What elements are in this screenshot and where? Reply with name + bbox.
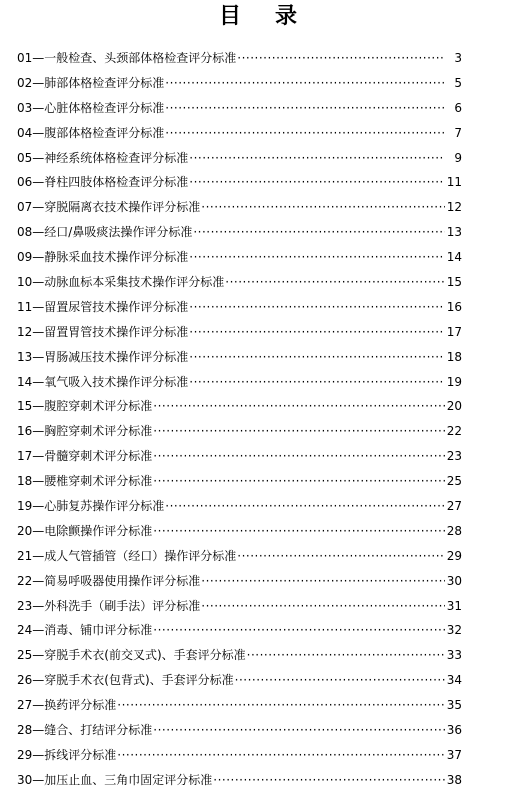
toc-entry[interactable] — [17, 594, 462, 619]
toc-entry-title: 13—胃肠减压技术操作评分标准 — [17, 349, 189, 364]
toc-entry-page-number: 25 — [446, 474, 462, 489]
toc-entry[interactable] — [17, 519, 462, 544]
toc-entry-title: 27—换药评分标准 — [17, 698, 117, 713]
toc-entry-title: 19—心肺复苏操作评分标准 — [17, 499, 165, 514]
toc-entry-page-number: 11 — [446, 175, 462, 190]
toc-entry-page-number: 34 — [446, 673, 462, 688]
toc-entry-page-number: 35 — [446, 698, 462, 713]
toc-entry-title: 02—肺部体格检查评分标准 — [17, 75, 165, 90]
toc-entry-title: 03—心脏体格检查评分标准 — [17, 100, 165, 115]
toc-dot-leader — [189, 146, 445, 171]
toc-entry[interactable] — [17, 195, 462, 220]
toc-dot-leader — [237, 46, 445, 71]
toc-entry[interactable] — [17, 768, 462, 793]
toc-entry-title: 05—神经系统体格检查评分标准 — [17, 150, 189, 165]
toc-dot-leader — [189, 345, 445, 370]
toc-dot-leader — [165, 121, 445, 146]
toc-entry[interactable] — [17, 494, 462, 519]
toc-entry-page-number: 5 — [454, 75, 462, 90]
toc-entry-page-number: 15 — [446, 275, 462, 290]
toc-dot-leader — [201, 569, 445, 594]
toc-entry-title: 10—动脉血标本采集技术操作评分标准 — [17, 275, 225, 290]
toc-entry[interactable] — [17, 320, 462, 345]
toc-entry[interactable] — [17, 544, 462, 569]
toc-dot-leader — [201, 195, 445, 220]
toc-entry[interactable] — [17, 444, 462, 469]
toc-entry[interactable] — [17, 96, 462, 121]
toc-dot-leader — [165, 96, 445, 121]
toc-entry[interactable] — [17, 370, 462, 395]
toc-dot-leader — [153, 444, 445, 469]
toc-entry-title: 25—穿脱手术衣(前交叉式)、手套评分标准 — [17, 648, 246, 663]
toc-dot-leader — [193, 220, 445, 245]
toc-dot-leader — [189, 295, 445, 320]
toc-entry-page-number: 28 — [446, 523, 462, 538]
toc-entry-title: 21—成人气管插管（经口）操作评分标准 — [17, 548, 237, 563]
toc-entry-page-number: 12 — [446, 200, 462, 215]
table-of-contents — [17, 46, 462, 793]
toc-entry-title: 28—缝合、打结评分标准 — [17, 723, 153, 738]
toc-dot-leader — [153, 618, 445, 643]
toc-entry-page-number: 20 — [446, 399, 462, 414]
toc-entry[interactable] — [17, 146, 462, 171]
toc-entry-page-number: 36 — [446, 723, 462, 738]
toc-dot-leader — [225, 270, 445, 295]
toc-entry[interactable] — [17, 345, 462, 370]
toc-entry[interactable] — [17, 394, 462, 419]
toc-entry[interactable] — [17, 170, 462, 195]
toc-entry[interactable] — [17, 419, 462, 444]
toc-dot-leader — [153, 718, 445, 743]
toc-entry-title: 17—骨髓穿刺术评分标准 — [17, 449, 153, 464]
toc-dot-leader — [189, 245, 445, 270]
toc-entry-page-number: 30 — [446, 573, 462, 588]
toc-entry-title: 22—简易呼吸器使用操作评分标准 — [17, 573, 201, 588]
toc-entry[interactable] — [17, 121, 462, 146]
toc-entry-page-number: 23 — [446, 449, 462, 464]
toc-dot-leader — [213, 768, 445, 793]
toc-entry-title: 20—电除颤操作评分标准 — [17, 523, 153, 538]
toc-entry-title: 06—脊柱四肢体格检查评分标准 — [17, 175, 189, 190]
toc-entry-title: 15—腹腔穿刺术评分标准 — [17, 399, 153, 414]
toc-entry-page-number: 9 — [454, 150, 462, 165]
toc-dot-leader — [153, 469, 445, 494]
toc-entry[interactable] — [17, 668, 462, 693]
toc-entry-page-number: 33 — [446, 648, 462, 663]
toc-dot-leader — [153, 519, 445, 544]
toc-entry-title: 29—拆线评分标准 — [17, 747, 117, 762]
toc-entry-title: 16—胸腔穿刺术评分标准 — [17, 424, 153, 439]
toc-entry-title: 30—加压止血、三角巾固定评分标准 — [17, 772, 213, 787]
toc-entry-page-number: 19 — [446, 374, 462, 389]
toc-entry[interactable] — [17, 71, 462, 96]
toc-entry-page-number: 22 — [446, 424, 462, 439]
toc-entry-page-number: 27 — [446, 499, 462, 514]
toc-dot-leader — [117, 743, 445, 768]
toc-entry[interactable] — [17, 270, 462, 295]
toc-entry-title: 12—留置胃管技术操作评分标准 — [17, 324, 189, 339]
toc-entry-page-number: 32 — [446, 623, 462, 638]
toc-entry-title: 24—消毒、铺巾评分标准 — [17, 623, 153, 638]
toc-entry-page-number: 29 — [446, 548, 462, 563]
toc-entry[interactable] — [17, 743, 462, 768]
toc-entry-page-number: 31 — [446, 598, 462, 613]
toc-entry-page-number: 38 — [446, 772, 462, 787]
toc-dot-leader — [189, 170, 445, 195]
toc-dot-leader — [235, 668, 445, 693]
toc-entry-page-number: 14 — [446, 250, 462, 265]
toc-entry[interactable] — [17, 245, 462, 270]
toc-entry-page-number: 16 — [446, 299, 462, 314]
toc-entry-title: 11—留置尿管技术操作评分标准 — [17, 299, 189, 314]
toc-entry-page-number: 6 — [454, 100, 462, 115]
toc-dot-leader — [237, 544, 445, 569]
toc-entry-title: 09—静脉采血技术操作评分标准 — [17, 250, 189, 265]
toc-entry-title: 01—一般检查、头颈部体格检查评分标准 — [17, 51, 237, 65]
toc-dot-leader — [165, 71, 445, 96]
toc-dot-leader — [153, 419, 445, 444]
toc-entry-title: 04—腹部体格检查评分标准 — [17, 125, 165, 140]
toc-dot-leader — [153, 394, 445, 419]
toc-entry-page-number: 17 — [446, 324, 462, 339]
toc-dot-leader — [189, 320, 445, 345]
toc-entry[interactable] — [17, 295, 462, 320]
toc-entry-page-number: 18 — [446, 349, 462, 364]
toc-entry[interactable] — [17, 693, 462, 718]
toc-dot-leader — [165, 494, 445, 519]
toc-entry[interactable] — [17, 46, 462, 71]
toc-entry-page-number: 13 — [446, 225, 462, 240]
toc-dot-leader — [189, 370, 445, 395]
toc-entry-title: 23—外科洗手（刷手法）评分标准 — [17, 598, 201, 613]
toc-entry[interactable] — [17, 469, 462, 494]
toc-entry-title: 07—穿脱隔离衣技术操作评分标准 — [17, 200, 201, 215]
page-title-part-2: 录 — [275, 4, 298, 29]
page-title — [0, 4, 516, 30]
toc-dot-leader — [117, 693, 445, 718]
toc-entry-title: 18—腰椎穿刺术评分标准 — [17, 474, 153, 489]
toc-entry-page-number: 3 — [454, 51, 462, 65]
toc-dot-leader — [247, 643, 445, 668]
toc-entry-title: 14—氧气吸入技术操作评分标准 — [17, 374, 189, 389]
toc-dot-leader — [201, 594, 445, 619]
toc-entry-title: 26—穿脱手术衣(包背式)、手套评分标准 — [17, 673, 234, 688]
toc-entry[interactable] — [17, 220, 462, 245]
toc-entry[interactable] — [17, 569, 462, 594]
toc-entry[interactable] — [17, 718, 462, 743]
toc-entry-page-number: 7 — [454, 125, 462, 140]
toc-entry[interactable] — [17, 618, 462, 643]
toc-entry-title: 08—经口/鼻吸痰法操作评分标准 — [17, 225, 193, 240]
toc-entry[interactable] — [17, 643, 462, 668]
page-title-part-1: 目 — [218, 4, 241, 29]
toc-entry-page-number: 37 — [446, 747, 462, 762]
